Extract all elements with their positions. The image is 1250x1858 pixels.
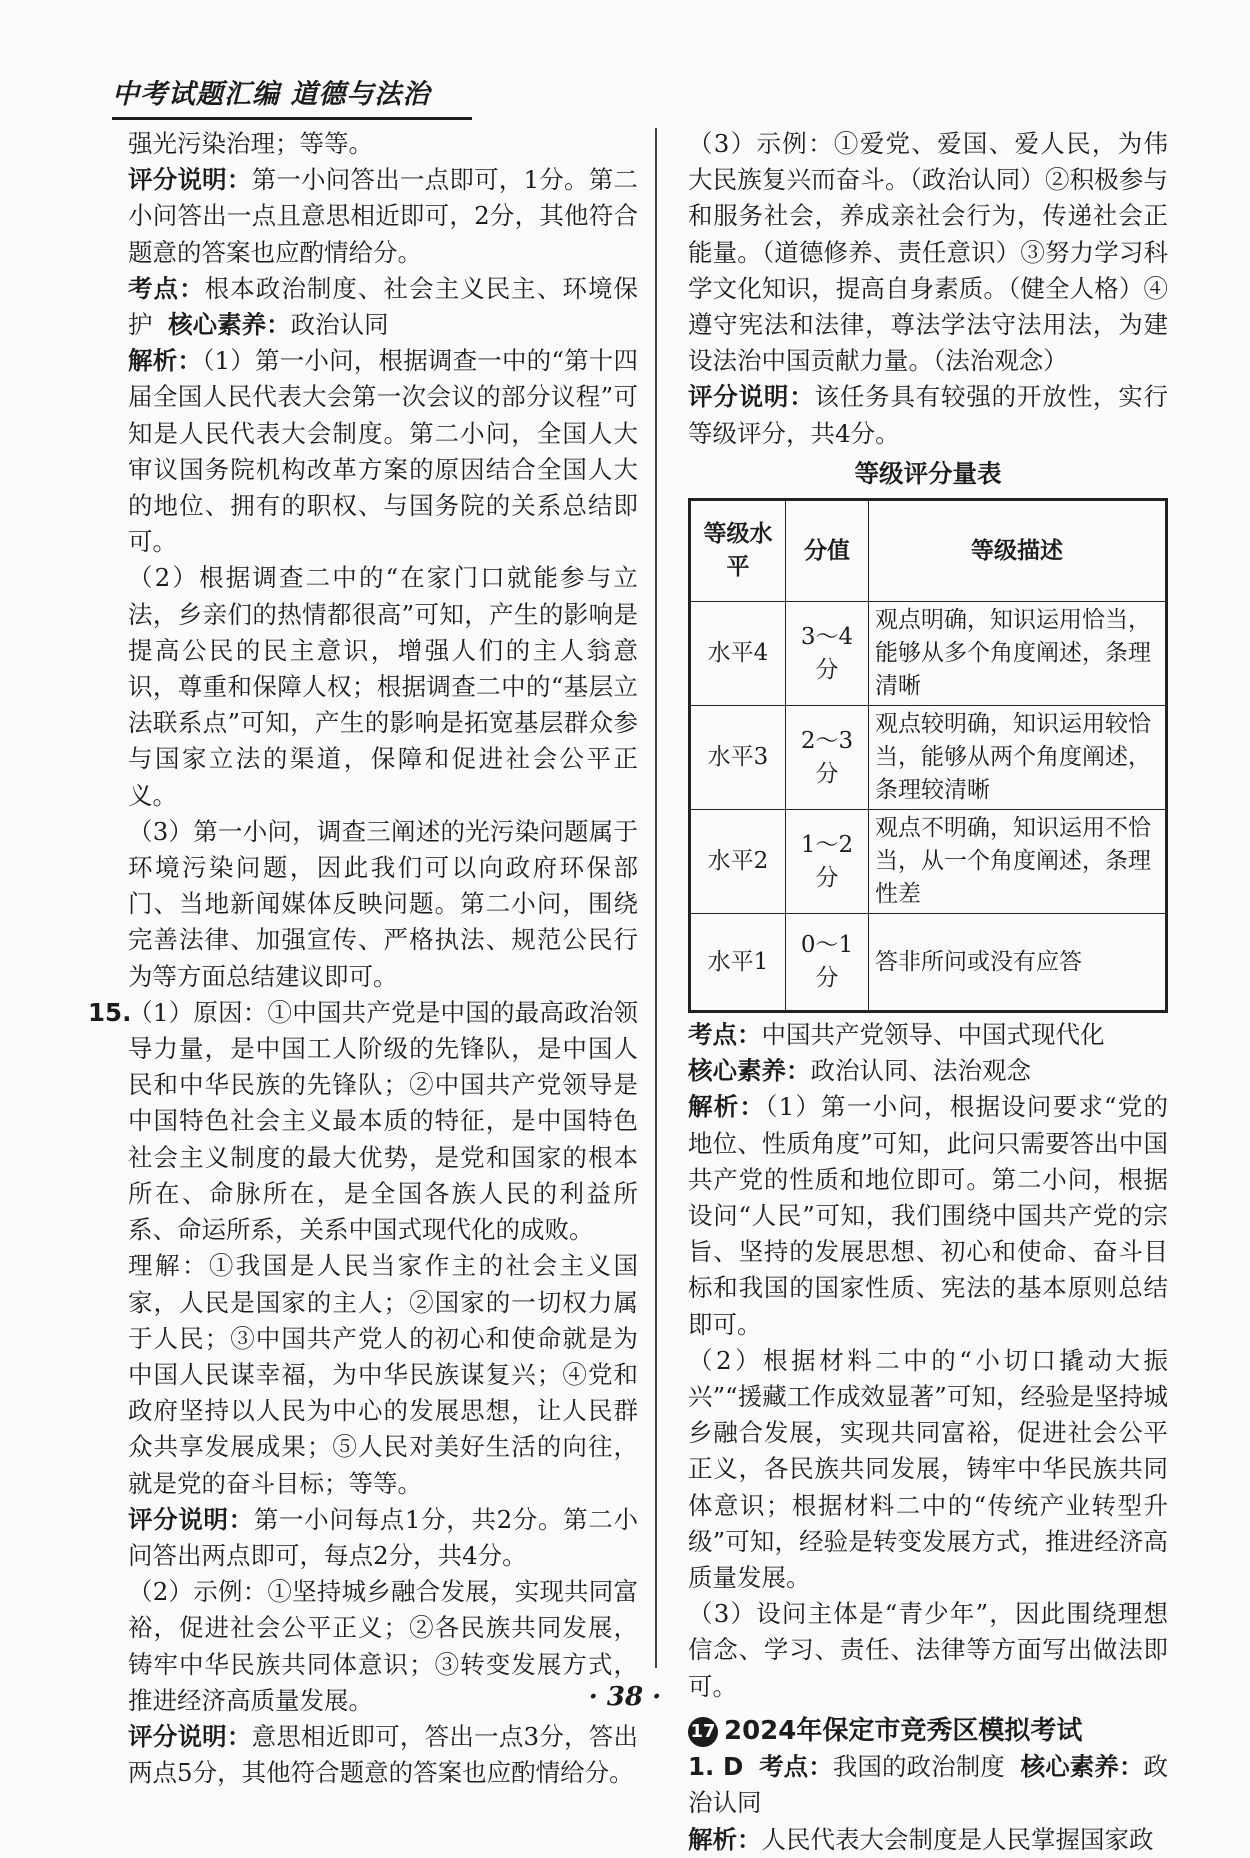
answer-1 <box>688 1749 1168 1821</box>
paragraph <box>688 379 1168 451</box>
question-15 <box>88 995 638 1248</box>
label: 考点： <box>128 273 205 303</box>
table-cell: 3～4分 <box>786 602 869 706</box>
table-row <box>690 706 1167 810</box>
label: 核心素养： <box>1020 1752 1144 1782</box>
section-number-badge: 17 <box>688 1717 718 1747</box>
paragraph <box>688 1053 1168 1089</box>
paragraph: （2）根据材料二中的“小切口撬动大振兴”“援藏工作成效显著”可知，经验是坚持城乡融合发展，实现共同富裕，促进社会公平正义，各民族共同发展，铸牢中华民族共同体意识；根据材料二中的“传统产业转型升级”可知，经验是转变发展方式，推进经济高质量发展。 <box>688 1345 1168 1593</box>
table-row <box>690 602 1167 706</box>
label: 考点： <box>759 1752 833 1782</box>
text: 意思相近即可，答出一点3分，答出两点5分，其他符合题意的答案也应酌情给分。 <box>128 1721 639 1788</box>
paragraph <box>128 343 638 560</box>
grading-table <box>688 498 1168 1013</box>
text: 中国共产党领导、中国式现代化 <box>761 1020 1105 1050</box>
label: 解析： <box>128 346 203 376</box>
text: 根本政治制度、社会主义民主、环境保护 <box>128 273 639 340</box>
table-header-cell: 分值 <box>786 500 869 602</box>
paragraph <box>688 1017 1168 1053</box>
table-header-row <box>690 500 1167 602</box>
label: 评分说明： <box>128 1504 254 1534</box>
column-divider <box>655 128 657 1668</box>
text: 政治认同 <box>688 1752 1169 1818</box>
label: 解析： <box>688 1092 766 1122</box>
paragraph <box>128 1502 638 1574</box>
table-cell: 水平3 <box>690 706 786 810</box>
text: 政治认同、法治观念 <box>810 1056 1031 1086</box>
section-heading <box>688 1713 1168 1749</box>
paragraph: （3）第一小问，调查三阐述的光污染问题属于环境污染问题，因此我们可以向政府环保部门、当地新闻媒体反映问题。第二小问，围绕完善法律、加强宣传、严格执法、规范公民行为等方面总结建议即可。 <box>128 816 638 991</box>
text: 该任务具有较强的开放性，实行等级评分，共4分。 <box>688 382 1169 448</box>
paragraph: 理解：①我国是人民当家作主的社会主义国家，人民是国家的主人；②国家的一切权力属于人民；③中国共产党人的初心和使命就是为中国人民谋幸福，为中华民族谋复兴；④党和政府坚持以人民为中心的发展思想，让人民群众共享发展成果；⑤人民对美好生活的向往，就是党的奋斗目标；等等。 <box>128 1251 638 1498</box>
table-cell: 水平2 <box>690 810 786 914</box>
text: （1）第一小问，根据调查一中的“第十四届全国人民代表大会第一次会议的部分议程”可知是人民代表大会制度。第二小问，全国人大审议国务院机构改革方案的原因结合全国人大的地位、拥有的职权、与国务院的关系总结即可。 <box>128 346 638 557</box>
text: 我国的政治制度 <box>832 1752 1005 1782</box>
table-cell: 水平4 <box>690 602 786 706</box>
text: 人民代表大会制度是人民掌握国家政 <box>761 1824 1154 1854</box>
text: 第一小问每点1分，共2分。第二小问答出两点即可，每点2分，共4分。 <box>128 1504 638 1570</box>
table-cell: 答非所问或没有应答 <box>869 914 1167 1012</box>
label: 评分说明： <box>128 165 252 195</box>
label: 评分说明： <box>688 382 815 412</box>
paragraph: （2）示例：①坚持城乡融合发展，实现共同富裕，促进社会公平正义；②各民族共同发展，铸牢中华民族共同体意识；③转变发展方式，推进经济高质量发展。 <box>128 1577 638 1715</box>
table-header-cell: 等级描述 <box>869 500 1167 602</box>
page-number: · 38 · <box>588 1682 662 1712</box>
table-row <box>690 914 1167 1012</box>
text: （1）原因：①中国共产党是中国的最高政治领导力量，是中国工人阶级的先锋队，是中国人民和中华民族的先锋队；②中国共产党领导是中国特色社会主义最本质的特征，是中国特色社会主义制度的最大优势，是党和国家的根本所在、命脉所在，是全国各族人民的利益所系、命运所系，关系中国式现代化的成败。 <box>128 997 638 1245</box>
text: （1）第一小问，根据设问要求“党的地位、性质角度”可知，此问只需要答出中国共产党的性质和地位即可。第二小问，根据设问“人民”可知，我们围绕中国共产党的宗旨、坚持的发展思想、初心和使命、奋斗目标和我国的国家性质、宪法的基本原则总结即可。 <box>688 1092 1168 1339</box>
label: 核心素养： <box>168 310 291 340</box>
paragraph <box>128 1719 638 1791</box>
table-header-cell: 等级水平 <box>690 500 786 602</box>
label: 解析： <box>688 1824 762 1854</box>
label: 核心素养： <box>688 1056 811 1086</box>
left-column <box>88 126 639 1791</box>
text: 第一小问答出一点即可，1分。第二小问答出一点且意思相近即可，2分，其他符合题意的答案也应酌情给分。 <box>128 165 639 267</box>
paragraph: （3）示例：①爱党、爱国、爱人民，为伟大民族复兴而奋斗。（政治认同）②积极参与和服务社会，养成亲社会行为，传递社会正能量。（道德修养、责任意识）③努力学习科学文化知识，提高自身素质。（健全人格）④遵守宪法和法律，尊法学法守法用法，为建设法治中国贡献力量。（法治观念） <box>688 129 1168 376</box>
table-cell: 观点明确，知识运用恰当，能够从多个角度阐述，条理清晰 <box>869 602 1167 706</box>
paragraph <box>128 271 638 343</box>
table-caption: 等级评分量表 <box>854 458 1002 488</box>
label: 考点： <box>688 1020 762 1050</box>
question-number: 15. <box>88 997 132 1027</box>
paragraph: （3）设问主体是“青少年”，因此围绕理想信念、学习、责任、法律等方面写出做法即可。 <box>688 1599 1168 1701</box>
paragraph <box>688 1822 1168 1858</box>
table-cell: 观点较明确，知识运用较恰当，能够从两个角度阐述，条理较清晰 <box>869 706 1167 810</box>
table-cell: 水平1 <box>690 914 786 1012</box>
paragraph <box>688 1089 1168 1342</box>
section-title: 2024年保定市竞秀区模拟考试 <box>724 1715 1083 1746</box>
paragraph: （2）根据调查二中的“在家门口就能参与立法，乡亲们的热情都很高”可知，产生的影响是提高公民的民主意识，增强人们的主人翁意识，尊重和保障人权；根据调查二中的“基层立法联系点”可知，产生的影响是拓宽基层群众参与国家立法的渠道，保障和促进社会公平正义。 <box>128 563 638 810</box>
table-cell: 0～1分 <box>786 914 869 1012</box>
table-cell: 观点不明确，知识运用不恰当，从一个角度阐述，条理性差 <box>869 810 1167 914</box>
paragraph: 强光污染治理；等等。 <box>128 129 373 158</box>
label: 评分说明： <box>128 1721 252 1751</box>
right-column <box>688 126 1168 1858</box>
table-cell: 2～3分 <box>786 706 869 810</box>
page-header: 中考试题汇编 道德与法治 <box>112 72 472 120</box>
text: 政治认同 <box>290 310 389 340</box>
paragraph <box>128 162 638 271</box>
answer-number: 1. D <box>688 1752 744 1782</box>
table-cell: 1～2分 <box>786 810 869 914</box>
table-row <box>690 810 1167 914</box>
